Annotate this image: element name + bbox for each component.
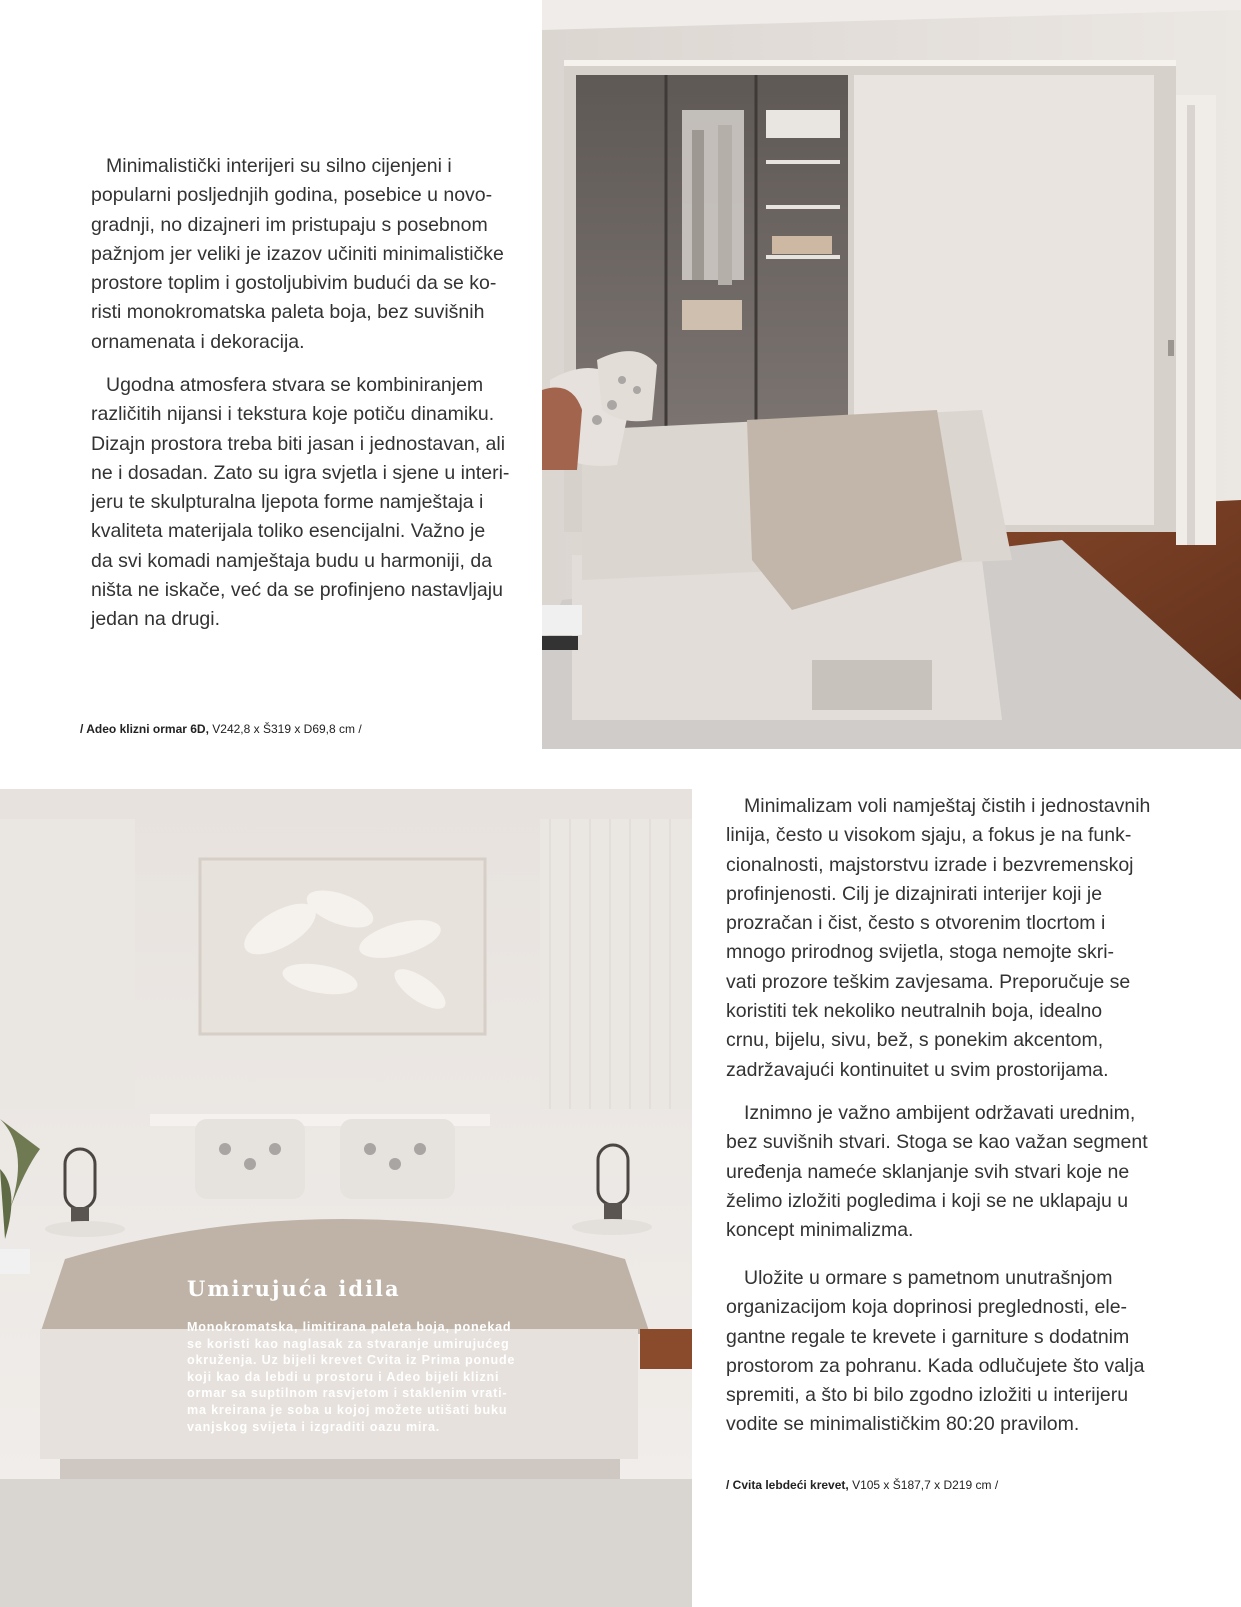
text-line: ne i dosadan. Zato su igra svjetla i sjene u interi- — [91, 461, 510, 484]
text-line: zadržavajući kontinuitet u svim prostorijama. — [726, 1058, 1109, 1081]
paragraph-storage — [726, 1264, 1154, 1440]
text-line: vati prozore teškim zavjesama. Preporučuje se — [726, 970, 1131, 993]
text-line: linija, često u visokom sjaju, a fokus je na funk- — [726, 824, 1132, 847]
text-line: uređenja nameće sklanjanje svih stvari koje ne — [726, 1160, 1130, 1183]
overlay-line: ma kreirana je soba u kojoj možete utišati buku — [187, 1402, 508, 1417]
text-line: da svi komadi namještaja budu u harmoniji, da — [91, 549, 493, 572]
text-line: profinjenosti. Cilj je dizajnirati interijer koji je — [726, 882, 1103, 905]
text-line: kvaliteta materijala toliko esencijalni. Važno je — [91, 520, 486, 543]
text-line: prostorom za pohranu. Kada odlučujete što valja — [726, 1354, 1145, 1377]
overlay-line: vanjskog svijeta i izgraditi oazu mira. — [187, 1419, 441, 1434]
text-line: crnu, bijelu, sivu, bež, s ponekim akcentom, — [726, 1029, 1104, 1052]
text-line: bez suvišnih stvari. Stoga se kao važan segment — [726, 1131, 1148, 1154]
paragraph-minimalism — [726, 792, 1154, 1085]
text-line: spremiti, a što bi bilo zgodno izložiti u interijeru — [726, 1384, 1129, 1407]
caption-bed — [726, 1478, 998, 1492]
overlay-line: koji kao da lebdi u prostoru i Adeo bijeli klizni — [187, 1369, 500, 1384]
overlay-line: se koristi kao naglasak za stvaranje umirujućeg — [187, 1336, 510, 1351]
text-line: risti monokromatska paleta boja, bez suvišnih — [91, 301, 485, 324]
text-line: popularni posljednjih godina, posebice u novo- — [91, 184, 493, 207]
text-line: pažnjom jer veliki je izazov učiniti minimalističke — [91, 242, 504, 265]
text-line: Dizajn prostora treba biti jasan i jednostavan, ali — [91, 432, 506, 455]
text-line: prozračan i čist, često s otvorenim tlocrtom i — [726, 912, 1106, 935]
overlay-description — [187, 1319, 527, 1435]
wardrobe-bedroom-illustration — [542, 0, 1241, 749]
caption-dimensions: V242,8 x Š319 x D69,8 cm / — [208, 722, 362, 736]
paragraph-intro — [91, 152, 510, 357]
caption-dimensions: V105 x Š187,7 x D219 cm / — [848, 1478, 999, 1492]
caption-product-name: Cvita lebdeći krevet, — [732, 1478, 849, 1492]
overlay-title: Umirujuća idila — [187, 1276, 401, 1301]
text-line: ništa ne iskače, već da se profinjeno nastavljaju — [91, 579, 503, 602]
text-line: Minimalistički interijeri su silno cijenjeni i — [106, 155, 452, 177]
text-line: prostore toplim i gostoljubivim budući da se ko- — [91, 272, 497, 295]
text-line: jedan na drugi. — [91, 608, 221, 631]
caption-prefix: / — [80, 722, 87, 736]
overlay-line: Monokromatska, limitirana paleta boja, ponekad — [187, 1320, 512, 1334]
caption-wardrobe — [80, 722, 362, 736]
text-line: ornamenata i dekoracija. — [91, 330, 305, 353]
floating-bed-photo — [0, 789, 692, 1607]
text-line: gantne regale te krevete i garniture s dodatnim — [726, 1325, 1130, 1348]
text-line: želimo izložiti pogledima i koji se ne uklapaju u — [726, 1189, 1129, 1212]
wardrobe-bedroom-photo — [542, 0, 1241, 749]
text-line: jeru te skulpturalna ljepota forme namještaja i — [91, 491, 484, 514]
text-line: Uložite u ormare s pametnom unutrašnjom — [744, 1267, 1113, 1289]
text-line: mnogo prirodnog svijetla, stoga nemojte skri- — [726, 941, 1115, 964]
text-line: gradnji, no dizajneri im pristupaju s posebnom — [91, 213, 488, 236]
floating-bed-illustration — [0, 789, 692, 1607]
text-line: različitih nijansi i tekstura koje potiču dinamiku. — [91, 403, 495, 426]
overlay-line: okruženja. Uz bijeli krevet Cvita iz Prima ponude — [187, 1353, 516, 1368]
text-line: Iznimno je važno ambijent održavati urednim, — [744, 1102, 1136, 1124]
text-line: organizacijom koja doprinosi preglednosti, ele- — [726, 1296, 1128, 1319]
text-line: koncept minimalizma. — [726, 1219, 914, 1242]
overlay-line: ormar sa suptilnom rasvjetom i staklenim vrati- — [187, 1386, 508, 1401]
text-line: Ugodna atmosfera stvara se kombiniranjem — [106, 374, 484, 396]
paragraph-tidiness — [726, 1099, 1154, 1245]
text-line: cionalnosti, majstorstvu izrade i bezvremenskoj — [726, 853, 1134, 876]
text-line: vodite se minimalističkim 80:20 pravilom. — [726, 1413, 1080, 1436]
caption-product-name: Adeo klizni ormar 6D, — [86, 722, 209, 736]
paragraph-atmosphere — [91, 371, 510, 635]
text-line: koristiti tek nekoliko neutralnih boja, idealno — [726, 1000, 1103, 1023]
text-line: Minimalizam voli namještaj čistih i jednostavnih — [744, 795, 1151, 817]
caption-prefix: / — [726, 1478, 733, 1492]
